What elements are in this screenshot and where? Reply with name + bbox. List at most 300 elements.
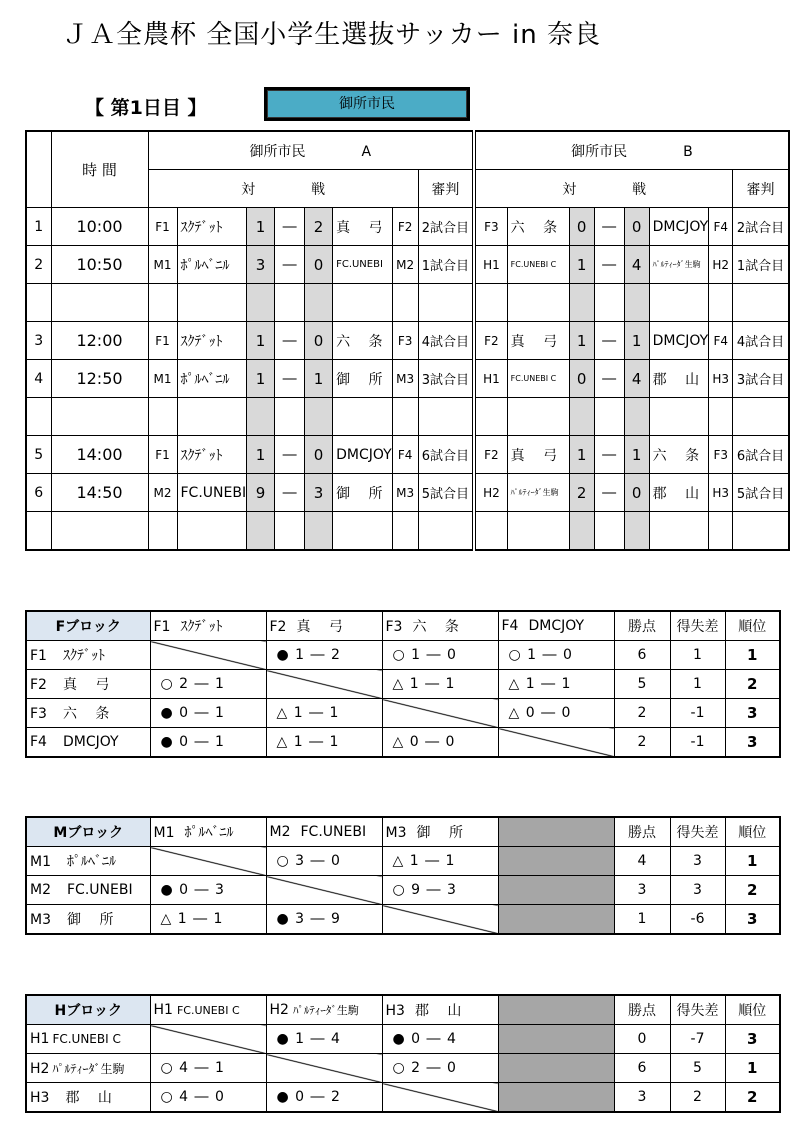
away-code: M2: [392, 246, 418, 284]
score-dash: ―: [275, 322, 305, 360]
home-code: F1: [148, 208, 177, 246]
team-label: [26, 641, 150, 670]
diagonal-cell: [382, 905, 498, 935]
diagonal-cell: [150, 641, 266, 670]
table-row: [26, 1025, 780, 1054]
home-code: M1: [148, 360, 177, 398]
goal-difference: -1: [670, 728, 725, 758]
opponent-header: [150, 611, 266, 641]
home-score: 1: [247, 322, 275, 360]
unused-cell: [498, 847, 614, 876]
table-row: [26, 670, 780, 699]
away-code: M3: [392, 474, 418, 512]
diagonal-cell: [150, 1025, 266, 1054]
blank-cell: [733, 398, 789, 436]
away-code: H3: [709, 474, 733, 512]
match-result: △ 1 ― 1: [266, 728, 382, 758]
diagonal-cell: [266, 670, 382, 699]
team-name: FC.UNEBI: [67, 882, 133, 898]
kickoff-time: 12:50: [51, 360, 148, 398]
block-header-row: [26, 995, 780, 1025]
away-code: F3: [392, 322, 418, 360]
blank-cell: [418, 512, 474, 551]
opponent-name: ﾊﾟﾙﾃｨｰﾀﾞ生駒: [292, 1004, 359, 1017]
away-team: DMCJOY: [649, 322, 709, 360]
blank-cell: [275, 398, 305, 436]
goal-difference: -6: [670, 905, 725, 935]
rank: 2: [725, 876, 780, 905]
table-row: [26, 474, 789, 512]
blank-cell: [26, 398, 51, 436]
score-dash: ―: [594, 436, 624, 474]
stat-header: 勝点: [614, 817, 670, 847]
match-result: △ 0 ― 0: [498, 699, 614, 728]
table-row: [26, 728, 780, 758]
home-code: H1: [474, 246, 507, 284]
team-code: H3: [30, 1090, 50, 1106]
kickoff-time: 14:50: [51, 474, 148, 512]
home-team: FC.UNEBI C: [507, 246, 569, 284]
match-result: ● 0 ― 1: [150, 728, 266, 758]
rank: 3: [725, 728, 780, 758]
blank-cell: [333, 512, 393, 551]
team-name: ﾎﾟﾙﾍﾞﾆﾙ: [67, 854, 116, 870]
goal-difference: 1: [670, 670, 725, 699]
unused-cell: [498, 1054, 614, 1083]
opponent-header: [266, 611, 382, 641]
table-row: [26, 246, 789, 284]
home-team: ｽｸﾃﾞｯﾄ: [177, 436, 247, 474]
match-result: △ 1 ― 1: [266, 699, 382, 728]
table-row: [26, 208, 789, 246]
home-code: F1: [148, 322, 177, 360]
diagonal-cell: [382, 699, 498, 728]
match-result: △ 1 ― 1: [382, 847, 498, 876]
header-blank: [26, 131, 51, 208]
blank-cell: [569, 284, 594, 322]
unused-cell: [498, 817, 614, 847]
unused-cell: [498, 876, 614, 905]
points: 5: [614, 670, 670, 699]
home-team: ﾎﾟﾙﾍﾞﾆﾙ: [177, 246, 247, 284]
home-code: F2: [474, 322, 507, 360]
team-code: F1: [30, 648, 47, 664]
opponent-code: F2: [269, 619, 287, 635]
blank-cell: [733, 512, 789, 551]
away-code: H3: [709, 360, 733, 398]
home-score: 1: [569, 436, 594, 474]
opponent-code: H2: [269, 1002, 289, 1018]
away-team: 六 条: [333, 322, 393, 360]
match-result: ○ 1 ― 0: [498, 641, 614, 670]
block-name: Mブロック: [26, 817, 150, 847]
blank-cell: [177, 512, 247, 551]
team-label: [26, 1083, 150, 1113]
referee-assignment: 4試合目: [733, 322, 789, 360]
opponent-code: M3: [385, 825, 407, 841]
table-row: [26, 360, 789, 398]
score-dash: ―: [594, 208, 624, 246]
away-team: FC.UNEBI: [333, 246, 393, 284]
match-number: 5: [26, 436, 51, 474]
unused-cell: [498, 1083, 614, 1113]
opponent-header: [150, 817, 266, 847]
blank-cell: [305, 512, 333, 551]
away-score: 1: [305, 360, 333, 398]
match-result: △ 1 ― 1: [150, 905, 266, 935]
home-score: 1: [247, 208, 275, 246]
blank-cell: [392, 512, 418, 551]
rank: 1: [725, 641, 780, 670]
opponent-header: [266, 995, 382, 1025]
unused-cell: [498, 905, 614, 935]
match-result: ○ 3 ― 0: [266, 847, 382, 876]
match-number: 4: [26, 360, 51, 398]
diagonal-cell: [382, 1083, 498, 1113]
venue-label: 御所市民: [267, 90, 467, 118]
blank-cell: [569, 512, 594, 551]
blank-cell: [733, 284, 789, 322]
block-table: [25, 610, 781, 758]
kickoff-time: 12:00: [51, 322, 148, 360]
team-label: [26, 905, 150, 935]
away-team: 真 弓: [333, 208, 393, 246]
away-team: DMCJOY: [333, 436, 393, 474]
table-row: [26, 1083, 780, 1113]
match-number: 2: [26, 246, 51, 284]
away-code: F4: [392, 436, 418, 474]
home-team: ﾊﾟﾙﾃｨｰﾀﾞ生駒: [507, 474, 569, 512]
blank-cell: [275, 512, 305, 551]
match-result: △ 1 ― 1: [382, 670, 498, 699]
opponent-header: [498, 611, 614, 641]
score-dash: ―: [275, 436, 305, 474]
blank-cell: [649, 398, 709, 436]
score-dash: ―: [275, 360, 305, 398]
blank-cell: [247, 284, 275, 322]
blank-cell: [709, 512, 733, 551]
match-result: ● 1 ― 2: [266, 641, 382, 670]
blank-cell: [333, 284, 393, 322]
diagonal-cell: [266, 876, 382, 905]
away-score: 4: [624, 360, 649, 398]
diagonal-cell: [150, 847, 266, 876]
opponent-name: DMCJOY: [528, 618, 585, 634]
match-result: ● 1 ― 4: [266, 1025, 382, 1054]
home-code: H2: [474, 474, 507, 512]
table-row: [26, 847, 780, 876]
opponent-name: ﾎﾟﾙﾍﾞﾆﾙ: [184, 825, 234, 841]
match-number: 1: [26, 208, 51, 246]
goal-difference: 2: [670, 1083, 725, 1113]
points: 6: [614, 641, 670, 670]
opponent-name: ｽｸﾃﾞｯﾄ: [180, 619, 223, 635]
blank-cell: [649, 284, 709, 322]
goal-difference: -7: [670, 1025, 725, 1054]
goal-difference: 1: [670, 641, 725, 670]
blank-cell: [709, 284, 733, 322]
match-number: 6: [26, 474, 51, 512]
match-result: ○ 4 ― 1: [150, 1054, 266, 1083]
rank: 3: [725, 699, 780, 728]
referee-assignment: 1試合目: [733, 246, 789, 284]
home-code: M2: [148, 474, 177, 512]
match-result: ○ 2 ― 1: [150, 670, 266, 699]
match-result: ● 0 ― 2: [266, 1083, 382, 1113]
points: 3: [614, 1083, 670, 1113]
home-score: 1: [569, 246, 594, 284]
home-score: 0: [569, 360, 594, 398]
match-result: △ 0 ― 0: [382, 728, 498, 758]
away-team: 郡 山: [649, 360, 709, 398]
match-result: △ 1 ― 1: [498, 670, 614, 699]
team-label: [26, 847, 150, 876]
match-result: ○ 4 ― 0: [150, 1083, 266, 1113]
table-row: [26, 905, 780, 935]
score-dash: ―: [594, 322, 624, 360]
home-code: F1: [148, 436, 177, 474]
goal-difference: 5: [670, 1054, 725, 1083]
team-label: [26, 1054, 150, 1083]
opponent-name: 郡 山: [414, 1003, 462, 1019]
match-result: ● 0 ― 3: [150, 876, 266, 905]
rank: 3: [725, 905, 780, 935]
referee-assignment: 1試合目: [418, 246, 474, 284]
away-score: 0: [305, 322, 333, 360]
court-a-referee-header: 審判: [418, 170, 474, 208]
block-header-row: [26, 817, 780, 847]
score-dash: ―: [594, 474, 624, 512]
blank-cell: [418, 284, 474, 322]
away-code: F3: [709, 436, 733, 474]
goal-difference: 3: [670, 847, 725, 876]
stat-header: 得失差: [670, 817, 725, 847]
away-score: 4: [624, 246, 649, 284]
home-team: FC.UNEBI C: [507, 360, 569, 398]
blank-cell: [624, 398, 649, 436]
block-table: [25, 816, 781, 935]
team-code: H2: [30, 1060, 50, 1077]
blank-cell: [392, 284, 418, 322]
points: 4: [614, 847, 670, 876]
venue-box: [264, 87, 470, 121]
blank-cell: [507, 398, 569, 436]
points: 2: [614, 728, 670, 758]
blank-cell: [51, 284, 148, 322]
score-dash: ―: [594, 246, 624, 284]
home-score: 0: [569, 208, 594, 246]
blank-cell: [305, 284, 333, 322]
team-label: [26, 670, 150, 699]
points: 2: [614, 699, 670, 728]
court-b-header: 御所市民 B: [474, 131, 789, 170]
blank-cell: [247, 512, 275, 551]
away-score: 2: [305, 208, 333, 246]
score-dash: ―: [594, 360, 624, 398]
away-code: F4: [709, 208, 733, 246]
blank-cell: [148, 398, 177, 436]
home-team: ｽｸﾃﾞｯﾄ: [177, 208, 247, 246]
opponent-code: H3: [385, 1003, 405, 1019]
home-team: ﾎﾟﾙﾍﾞﾆﾙ: [177, 360, 247, 398]
home-code: F2: [474, 436, 507, 474]
home-code: H1: [474, 360, 507, 398]
match-result: ● 0 ― 4: [382, 1025, 498, 1054]
blank-cell: [474, 284, 507, 322]
points: 0: [614, 1025, 670, 1054]
team-label: [26, 1025, 150, 1054]
home-score: 1: [247, 360, 275, 398]
blank-cell: [305, 398, 333, 436]
home-score: 3: [247, 246, 275, 284]
away-score: 0: [305, 246, 333, 284]
team-name: 御 所: [67, 912, 114, 928]
table-row: [26, 1054, 780, 1083]
blank-cell: [275, 284, 305, 322]
day-label: 【 第1日目 】: [85, 97, 207, 119]
blank-cell: [26, 512, 51, 551]
referee-assignment: 3試合目: [733, 360, 789, 398]
team-label: [26, 876, 150, 905]
away-score: 1: [624, 436, 649, 474]
away-team: 六 条: [649, 436, 709, 474]
block-header-row: [26, 611, 780, 641]
goal-difference: 3: [670, 876, 725, 905]
away-team: 御 所: [333, 360, 393, 398]
away-score: 0: [624, 208, 649, 246]
team-name: FC.UNEBI C: [52, 1032, 121, 1046]
away-score: 0: [624, 474, 649, 512]
opponent-code: F3: [385, 619, 403, 635]
blank-cell: [594, 398, 624, 436]
away-team: DMCJOY: [649, 208, 709, 246]
opponent-name: 六 条: [412, 619, 459, 635]
home-code: F3: [474, 208, 507, 246]
blank-cell: [26, 284, 51, 322]
team-name: ｽｸﾃﾞｯﾄ: [62, 648, 105, 664]
match-result: ○ 9 ― 3: [382, 876, 498, 905]
match-result: ● 0 ― 1: [150, 699, 266, 728]
blank-cell: [474, 398, 507, 436]
points: 1: [614, 905, 670, 935]
court-b-referee-header: 審判: [733, 170, 789, 208]
goal-difference: -1: [670, 699, 725, 728]
home-score: 2: [569, 474, 594, 512]
score-dash: ―: [275, 208, 305, 246]
opponent-name: FC.UNEBI: [300, 824, 367, 840]
home-score: 1: [569, 322, 594, 360]
blank-cell: [51, 398, 148, 436]
away-code: F2: [392, 208, 418, 246]
away-team: 郡 山: [649, 474, 709, 512]
blank-cell: [507, 284, 569, 322]
home-team: ｽｸﾃﾞｯﾄ: [177, 322, 247, 360]
away-code: M3: [392, 360, 418, 398]
opponent-name: FC.UNEBI C: [176, 1004, 240, 1017]
away-score: 1: [624, 322, 649, 360]
stat-header: 順位: [725, 817, 780, 847]
blank-cell: [51, 512, 148, 551]
blank-cell: [177, 284, 247, 322]
home-team: 六 条: [507, 208, 569, 246]
opponent-code: F1: [153, 619, 171, 635]
opponent-name: 御 所: [416, 825, 463, 841]
rank: 2: [725, 1083, 780, 1113]
unused-cell: [498, 1025, 614, 1054]
away-team: 御 所: [333, 474, 393, 512]
table-row: [26, 398, 789, 436]
table-row: [26, 512, 789, 551]
team-code: F4: [30, 734, 47, 750]
stat-header: 勝点: [614, 611, 670, 641]
score-dash: ―: [275, 474, 305, 512]
blank-cell: [247, 398, 275, 436]
blank-cell: [148, 284, 177, 322]
team-code: M1: [30, 854, 51, 870]
match-result: ● 3 ― 9: [266, 905, 382, 935]
points: 3: [614, 876, 670, 905]
rank: 3: [725, 1025, 780, 1054]
match-result: ○ 1 ― 0: [382, 641, 498, 670]
blank-cell: [474, 512, 507, 551]
home-code: M1: [148, 246, 177, 284]
team-name: 郡 山: [65, 1090, 112, 1106]
table-row: [26, 436, 789, 474]
away-code: F4: [709, 322, 733, 360]
points: 6: [614, 1054, 670, 1083]
match-result: ○ 2 ― 0: [382, 1054, 498, 1083]
table-row: [26, 699, 780, 728]
referee-assignment: 5試合目: [733, 474, 789, 512]
block-table: [25, 994, 781, 1113]
away-team: ﾊﾟﾙﾃｨｰﾀﾞ生駒: [649, 246, 709, 284]
rank: 2: [725, 670, 780, 699]
referee-assignment: 2試合目: [418, 208, 474, 246]
team-code: M3: [30, 912, 51, 928]
blank-cell: [507, 512, 569, 551]
blank-cell: [649, 512, 709, 551]
unused-cell: [498, 995, 614, 1025]
kickoff-time: 10:00: [51, 208, 148, 246]
away-code: H2: [709, 246, 733, 284]
blank-cell: [594, 512, 624, 551]
diagonal-cell: [498, 728, 614, 758]
opponent-code: F4: [501, 618, 519, 634]
match-number: 3: [26, 322, 51, 360]
away-score: 3: [305, 474, 333, 512]
home-team: 真 弓: [507, 436, 569, 474]
opponent-header: [382, 995, 498, 1025]
referee-assignment: 6試合目: [418, 436, 474, 474]
stat-header: 勝点: [614, 995, 670, 1025]
blank-cell: [392, 398, 418, 436]
blank-cell: [594, 284, 624, 322]
referee-assignment: 2試合目: [733, 208, 789, 246]
team-name: 真 弓: [62, 677, 110, 693]
blank-cell: [624, 284, 649, 322]
blank-cell: [418, 398, 474, 436]
page-title: ＪＡ全農杯 全国小学生選抜サッカー in 奈良: [62, 20, 601, 50]
blank-cell: [709, 398, 733, 436]
home-team: FC.UNEBI: [177, 474, 247, 512]
rank: 1: [725, 847, 780, 876]
opponent-header: [382, 817, 498, 847]
kickoff-time: 10:50: [51, 246, 148, 284]
court-b-match-header: 対 戦: [474, 170, 733, 208]
opponent-name: 真 弓: [296, 619, 343, 635]
blank-cell: [333, 398, 393, 436]
stat-header: 得失差: [670, 611, 725, 641]
